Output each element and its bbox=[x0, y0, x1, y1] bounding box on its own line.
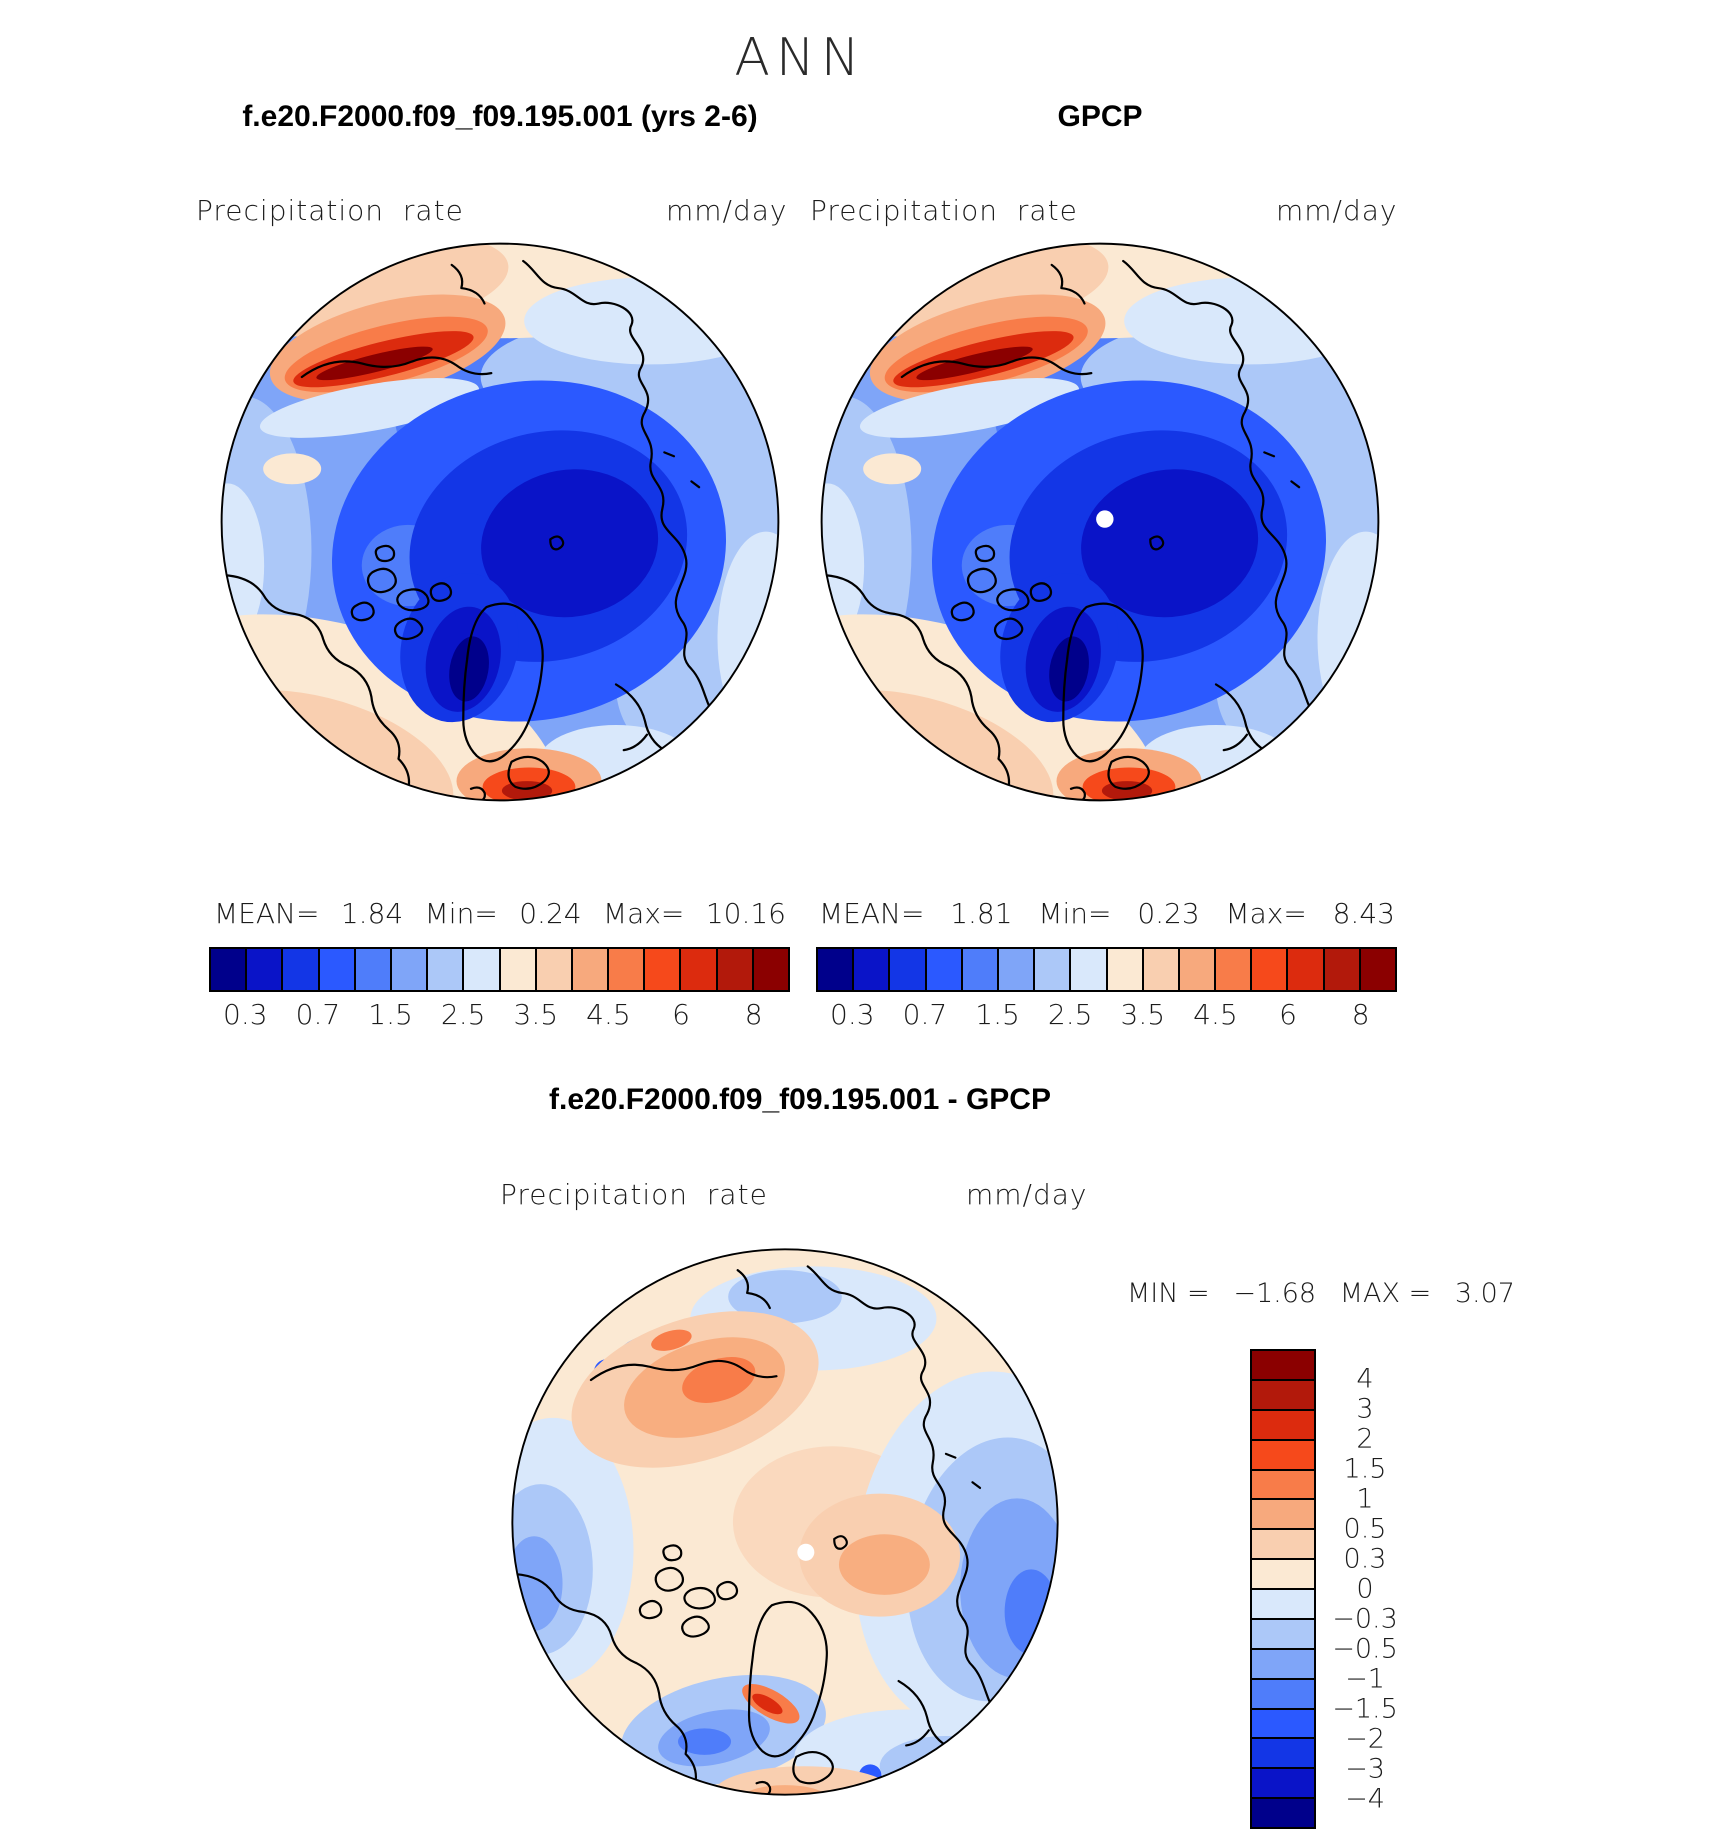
diff-colorbar-ticks bbox=[1322, 1349, 1408, 1829]
min-label: Min= bbox=[1038, 897, 1112, 930]
colorbar-tick-label: −0.3 bbox=[1332, 1603, 1398, 1635]
colorbar-cell bbox=[1214, 947, 1252, 992]
colorbar-tick-label: 3.5 bbox=[1120, 998, 1166, 1031]
diff-map-contours bbox=[501, 1248, 1069, 1806]
colorbar-tick-label: 4.5 bbox=[586, 998, 631, 1031]
colorbar-tick-label: −1 bbox=[1345, 1663, 1385, 1695]
colorbar-tick-label: 1.5 bbox=[975, 998, 1020, 1031]
colorbar-tick-label: 1 bbox=[1356, 1483, 1374, 1515]
colorbar-tick-label: 4.5 bbox=[1193, 998, 1238, 1031]
colorbar-tick-label: 0.5 bbox=[1343, 1513, 1387, 1545]
colorbar-tick-label: 0.3 bbox=[830, 998, 875, 1031]
colorbar-tick-label: −2 bbox=[1345, 1723, 1385, 1755]
colorbar-cell bbox=[1250, 1558, 1316, 1590]
max-label: MAX = bbox=[1339, 1278, 1432, 1309]
colorbar-tick-label: 0.3 bbox=[223, 998, 268, 1031]
colorbar-cell bbox=[1250, 1588, 1316, 1620]
colorbar-cell bbox=[390, 947, 428, 992]
colorbar-tick-label: −3 bbox=[1345, 1753, 1385, 1785]
colorbar-cell bbox=[1250, 1528, 1316, 1560]
diff-stats bbox=[1127, 1278, 1515, 1309]
gpcp-map bbox=[810, 232, 1390, 812]
colorbar-cell bbox=[1069, 947, 1107, 992]
obs-var-label: Precipitation rate bbox=[810, 194, 1078, 227]
colorbar-cell bbox=[354, 947, 392, 992]
colorbar-cell bbox=[679, 947, 717, 992]
max-value: 8.43 bbox=[1332, 897, 1395, 930]
obs-colorbar bbox=[816, 947, 1397, 992]
obs-colorbar-ticks bbox=[816, 998, 1397, 1032]
colorbar-cell bbox=[571, 947, 609, 992]
page-title: ANN bbox=[734, 28, 866, 88]
colorbar-cell bbox=[1142, 947, 1180, 992]
colorbar-cell bbox=[281, 947, 319, 992]
colorbar-cell bbox=[888, 947, 926, 992]
colorbar-tick-label: 3 bbox=[1356, 1393, 1374, 1425]
min-value: 0.24 bbox=[519, 897, 582, 930]
colorbar-tick-label: 1.5 bbox=[1343, 1453, 1387, 1485]
obs-stats bbox=[819, 897, 1395, 930]
diff-var-label: Precipitation rate bbox=[500, 1178, 768, 1211]
colorbar-cell bbox=[1250, 1648, 1316, 1680]
colorbar-cell bbox=[1250, 1678, 1316, 1710]
colorbar-cell bbox=[1250, 1767, 1316, 1799]
mean-value: 1.81 bbox=[950, 897, 1013, 930]
mean-value: 1.84 bbox=[340, 897, 404, 930]
colorbar-tick-label: 4 bbox=[1356, 1363, 1374, 1395]
diff-map bbox=[501, 1238, 1069, 1806]
colorbar-tick-label: 0.3 bbox=[1343, 1543, 1387, 1575]
mean-label: MEAN= bbox=[819, 897, 925, 930]
colorbar-tick-label: 3.5 bbox=[513, 998, 559, 1031]
colorbar-tick-label: 6 bbox=[672, 998, 690, 1031]
model-panel-title: f.e20.F2000.f09_f09.195.001 (yrs 2-6) bbox=[242, 100, 758, 133]
colorbar-cell bbox=[1323, 947, 1361, 992]
colorbar-cell bbox=[1250, 1618, 1316, 1650]
colorbar-tick-label: 8 bbox=[744, 998, 763, 1031]
colorbar-tick-label: 2.5 bbox=[440, 998, 486, 1031]
colorbar-cell bbox=[1178, 947, 1216, 992]
pole-marker-dot bbox=[797, 1544, 814, 1561]
colorbar-cell bbox=[961, 947, 999, 992]
colorbar-tick-label: 6 bbox=[1279, 998, 1297, 1031]
colorbar-cell bbox=[925, 947, 963, 992]
colorbar-cell bbox=[852, 947, 890, 992]
colorbar-cell bbox=[426, 947, 464, 992]
diff-panel-title: f.e20.F2000.f09_f09.195.001 - GPCP bbox=[549, 1083, 1051, 1116]
model-colorbar-ticks bbox=[209, 998, 790, 1032]
colorbar-cell bbox=[752, 947, 790, 992]
colorbar-cell bbox=[245, 947, 283, 992]
colorbar-tick-label: −4 bbox=[1345, 1783, 1385, 1815]
colorbar-tick-label: 8 bbox=[1351, 998, 1370, 1031]
obs-units-label: mm/day bbox=[1276, 194, 1398, 227]
model-colorbar bbox=[209, 947, 790, 992]
max-label: Max= bbox=[1225, 897, 1307, 930]
colorbar-cell bbox=[209, 947, 247, 992]
colorbar-tick-label: 1.5 bbox=[368, 998, 413, 1031]
colorbar-cell bbox=[462, 947, 500, 992]
min-label: MIN = bbox=[1127, 1278, 1210, 1309]
colorbar-cell bbox=[643, 947, 681, 992]
model-map bbox=[210, 232, 790, 812]
diff-units-label: mm/day bbox=[966, 1178, 1088, 1211]
colorbar-cell bbox=[1250, 1379, 1316, 1411]
colorbar-cell bbox=[499, 947, 537, 992]
colorbar-tick-label: 0.7 bbox=[295, 998, 341, 1031]
colorbar-cell bbox=[1250, 1469, 1316, 1501]
colorbar-tick-label: 0.7 bbox=[902, 998, 948, 1031]
diff-colorbar bbox=[1250, 1349, 1316, 1829]
colorbar-cell bbox=[1106, 947, 1144, 992]
colorbar-tick-label: −1.5 bbox=[1332, 1693, 1398, 1725]
max-value: 3.07 bbox=[1454, 1278, 1515, 1309]
colorbar-cell bbox=[1250, 1797, 1316, 1829]
pole-marker-dot bbox=[1096, 510, 1113, 527]
colorbar-cell bbox=[1250, 1409, 1316, 1441]
colorbar-cell bbox=[1250, 1737, 1316, 1769]
colorbar-tick-label: 2.5 bbox=[1047, 998, 1093, 1031]
colorbar-cell bbox=[816, 947, 854, 992]
model-stats bbox=[214, 897, 786, 930]
colorbar-tick-label: 0 bbox=[1356, 1573, 1374, 1605]
colorbar-cell bbox=[716, 947, 754, 992]
colorbar-tick-label: 2 bbox=[1356, 1423, 1374, 1455]
colorbar-cell bbox=[997, 947, 1035, 992]
colorbar-cell bbox=[535, 947, 573, 992]
model-units-label: mm/day bbox=[666, 194, 788, 227]
model-var-label: Precipitation rate bbox=[196, 194, 464, 227]
mean-label: MEAN= bbox=[214, 897, 320, 930]
colorbar-cell bbox=[1359, 947, 1397, 992]
colorbar-cell bbox=[1250, 1498, 1316, 1530]
colorbar-cell bbox=[1033, 947, 1071, 992]
min-value: 0.23 bbox=[1137, 897, 1200, 930]
model-map-contours bbox=[210, 232, 790, 812]
obs-panel-title: GPCP bbox=[1057, 100, 1143, 133]
max-value: 10.16 bbox=[705, 897, 786, 930]
colorbar-cell bbox=[318, 947, 356, 992]
colorbar-tick-label: −0.5 bbox=[1332, 1633, 1398, 1665]
colorbar-cell bbox=[1250, 1439, 1316, 1471]
colorbar-cell bbox=[1250, 947, 1288, 992]
colorbar-cell bbox=[1286, 947, 1324, 992]
colorbar-cell bbox=[1250, 1708, 1316, 1740]
min-value: −1.68 bbox=[1233, 1278, 1317, 1309]
colorbar-cell bbox=[607, 947, 645, 992]
gpcp-map-contours bbox=[810, 232, 1390, 812]
max-label: Max= bbox=[603, 897, 685, 930]
colorbar-cell bbox=[1250, 1349, 1316, 1381]
min-label: Min= bbox=[424, 897, 498, 930]
